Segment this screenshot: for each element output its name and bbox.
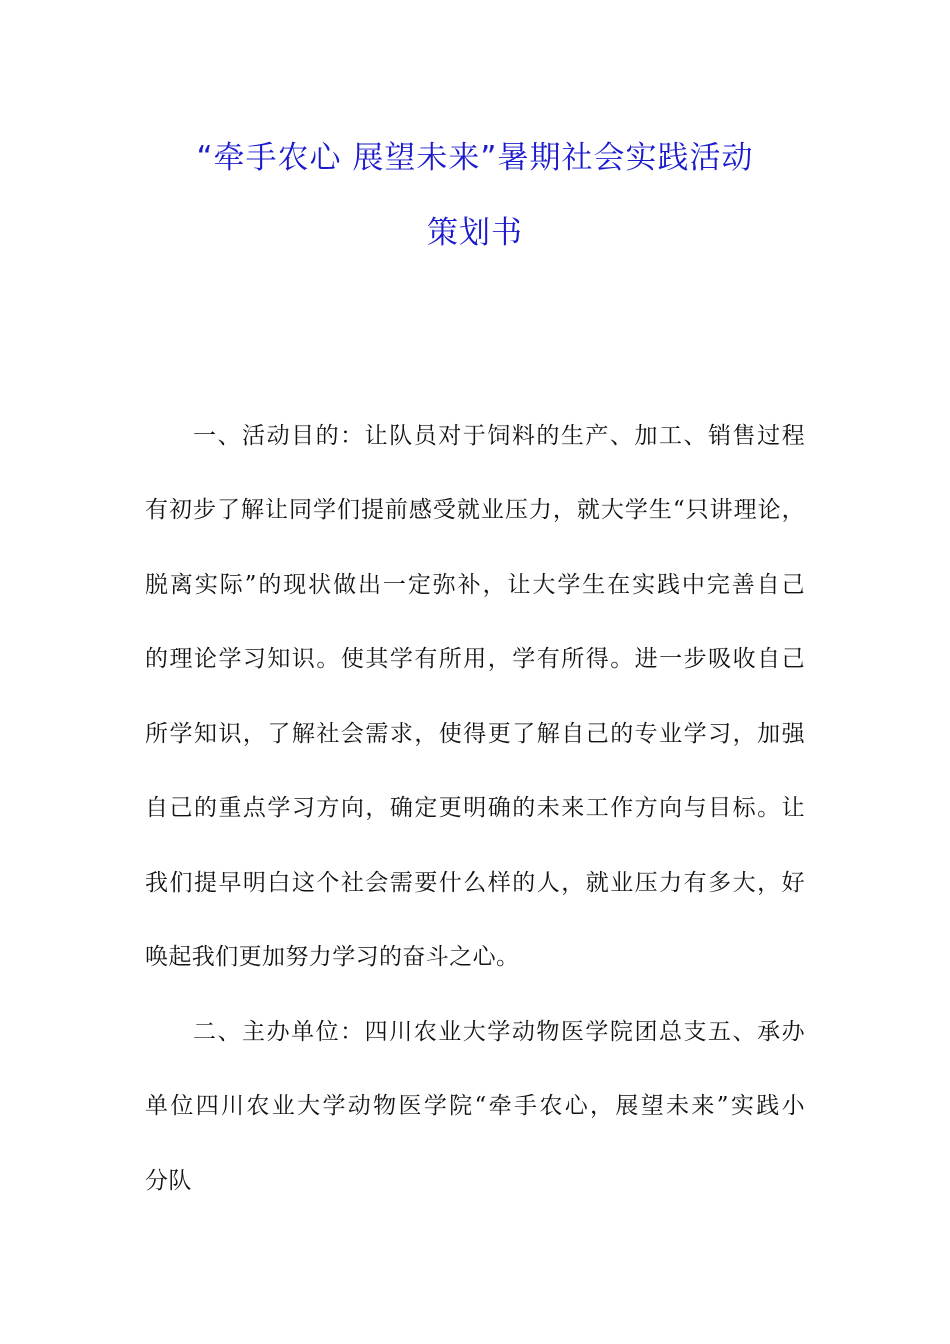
- paragraph-line: 分队: [145, 1168, 192, 1194]
- document-title-line-2: 策划书: [427, 215, 523, 251]
- paragraph-line: 单位四川农业大学动物医学院“牵手农心，展望未来”实践小: [145, 1093, 805, 1119]
- document-title-line-1: “牵手农心 展望未来”暑期社会实践活动: [196, 140, 754, 176]
- paragraph-line: 一、活动目的：让队员对于饲料的生产、加工、销售过程: [193, 423, 805, 449]
- paragraph-line: 二、主办单位：四川农业大学动物医学院团总支五、承办: [193, 1019, 805, 1045]
- paragraph-line: 所学知识，了解社会需求，使得更了解自己的专业学习，加强: [145, 721, 805, 747]
- paragraph-line: 的理论学习知识。使其学有所用，学有所得。进一步吸收自己: [145, 646, 805, 672]
- paragraph-line: 唤起我们更加努力学习的奋斗之心。: [145, 944, 520, 970]
- paragraph-line: 我们提早明白这个社会需要什么样的人，就业压力有多大，好: [145, 870, 805, 896]
- paragraph-line: 自己的重点学习方向，确定更明确的未来工作方向与目标。让: [145, 795, 805, 821]
- paragraph-line: 脱离实际”的现状做出一定弥补，让大学生在实践中完善自己: [145, 572, 805, 598]
- paragraph-line: 有初步了解让同学们提前感受就业压力，就大学生“只讲理论，: [145, 497, 805, 523]
